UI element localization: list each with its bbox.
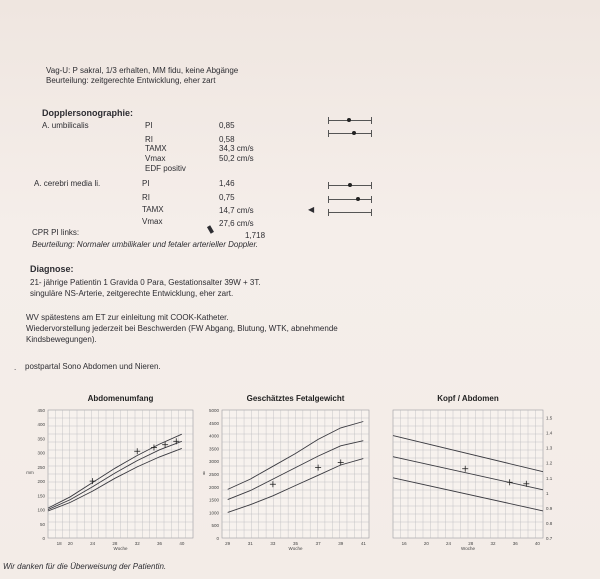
umb-ri-label: RI <box>145 135 153 144</box>
y-tick-label: 200 <box>37 479 45 485</box>
y-tick-label: 1.4 <box>546 430 553 436</box>
y-tick-label: 4000 <box>208 433 219 439</box>
chart-2 <box>203 394 369 550</box>
y-tick-label: 0.8 <box>546 520 553 526</box>
umb-ri-value: 0,58 <box>219 135 235 144</box>
y-tick-label: 150 <box>37 493 45 499</box>
y-tick-label: 1.3 <box>546 445 553 451</box>
chart-title: Kopf / Abdomen <box>437 394 499 403</box>
mca-tamx-range-indicator <box>328 207 372 217</box>
cerebri-label: A. cerebri media li. <box>34 179 101 188</box>
x-tick-label: 39 <box>338 541 344 546</box>
y-tick-label: 3500 <box>208 446 219 452</box>
diagnosis-heading: Diagnose: <box>30 264 74 274</box>
y-tick-label: 500 <box>211 523 219 529</box>
diagnosis-line-2: singuläre NS-Arterie, zeitgerechte Entwicklung, eher zart. <box>30 289 234 298</box>
y-tick-label: 5000 <box>208 408 219 413</box>
umb-vmax-label: Vmax <box>145 154 166 163</box>
y-axis-label: mm <box>26 470 34 475</box>
y-tick-label: 100 <box>37 507 45 513</box>
umb-tamx-value: 34,3 cm/s <box>219 144 254 153</box>
x-tick-label: 35 <box>292 541 299 546</box>
y-tick-label: 300 <box>37 450 45 456</box>
x-axis-label: Woche <box>288 546 303 550</box>
x-tick-label: 20 <box>67 541 73 546</box>
x-tick-label: 20 <box>423 541 429 546</box>
triangle-left-icon: ◀ <box>308 205 315 214</box>
x-tick-label: 41 <box>360 541 366 546</box>
mca-ri-range-indicator <box>328 194 372 204</box>
plan-line-1: WV spätestens am ET zur einleitung mit COOK-Katheter. <box>26 313 229 322</box>
mca-vmax-value: 27,6 cm/s <box>219 219 254 228</box>
x-tick-label: 16 <box>401 541 407 546</box>
mca-pi-label: PI <box>142 179 150 188</box>
cpr-label: CPR PI links: <box>32 228 80 237</box>
vag-assessment-line: Beurteilung: zeitgerechte Entwicklung, eher zart <box>46 76 216 85</box>
x-tick-label: 36 <box>157 541 163 546</box>
y-tick-label: 1000 <box>208 510 219 516</box>
mca-vmax-label: Vmax <box>142 217 163 226</box>
chart-1 <box>26 394 193 550</box>
x-tick-label: 28 <box>468 541 474 546</box>
y-tick-label: 1.5 <box>546 415 553 421</box>
chart-3 <box>393 394 553 550</box>
chart-title: Abdomenumfang <box>87 394 154 403</box>
x-tick-label: 36 <box>512 541 518 546</box>
x-tick-label: 28 <box>112 541 118 546</box>
x-tick-label: 40 <box>179 541 185 546</box>
umb-edf-label: EDF positiv <box>145 164 186 173</box>
mca-tamx-value: 14,7 cm/s <box>219 206 254 215</box>
doppler-heading: Dopplersonographie: <box>42 108 134 118</box>
mca-pi-range-indicator <box>328 180 372 190</box>
umbilicalis-label: A. umbilicalis <box>42 121 89 130</box>
umb-pi-label: PI <box>145 121 153 130</box>
y-tick-label: 0 <box>216 536 219 541</box>
diagnosis-line-1: 21- jährige Patientin 1 Gravida 0 Para, Gestationsalter 39W + 3T. <box>30 278 261 287</box>
umb-tamx-label: TAMX <box>145 144 167 153</box>
umb-pi-range-indicator <box>328 115 372 125</box>
pen-mark: ▮ <box>205 223 216 236</box>
plan-line-3: Kindsbewegungen). <box>26 335 97 344</box>
y-tick-label: 2500 <box>208 472 219 477</box>
y-tick-label: 1.1 <box>546 475 553 481</box>
x-tick-label: 37 <box>315 541 321 546</box>
x-tick-label: 31 <box>247 541 253 546</box>
postpartal-line: postpartal Sono Abdomen und Nieren. <box>25 362 161 371</box>
y-tick-label: 0.7 <box>546 536 553 541</box>
mca-tamx-label: TAMX <box>142 205 164 214</box>
y-tick-label: 350 <box>37 436 45 442</box>
y-tick-label: 1.2 <box>546 460 553 466</box>
umb-pi-value: 0,85 <box>219 121 235 130</box>
y-tick-label: 2000 <box>208 484 219 490</box>
mca-ri-value: 0,75 <box>219 193 235 202</box>
y-tick-label: 0 <box>42 536 45 541</box>
y-tick-label: 1500 <box>208 497 219 503</box>
umb-vmax-value: 50,2 cm/s <box>219 154 254 163</box>
x-axis-label: Woche <box>113 546 128 550</box>
vag-exam-line: Vag-U: P sakral, 1/3 erhalten, MM fidu, keine Abgänge <box>46 66 239 75</box>
umb-ri-range-indicator <box>328 128 372 138</box>
x-tick-label: 32 <box>490 541 496 546</box>
plan-line-2: Wiedervorstellung jederzeit bei Beschwerden (FW Abgang, Blutung, WTK, abnehmende <box>26 324 338 333</box>
x-tick-label: 24 <box>90 541 96 546</box>
y-tick-label: 450 <box>37 408 45 413</box>
y-tick-label: 0.9 <box>546 505 553 511</box>
y-tick-label: 4500 <box>208 420 219 426</box>
x-tick-label: 32 <box>134 541 140 546</box>
growth-charts <box>0 390 600 550</box>
y-tick-label: 50 <box>39 521 45 527</box>
y-tick-label: 3000 <box>208 459 219 465</box>
x-tick-label: 40 <box>534 541 540 546</box>
doppler-assessment: Beurteilung: Normaler umbilikaler und fetaler arterieller Doppler. <box>32 240 259 249</box>
cpr-value: 1,718 <box>245 231 266 240</box>
y-tick-label: 250 <box>37 464 45 470</box>
mca-ri-label: RI <box>142 193 150 202</box>
y-axis-label: g <box>202 470 206 475</box>
x-axis-label: Woche <box>461 546 475 550</box>
footer-thanks: Wir danken für die Überweisung der Patientin. <box>3 562 167 571</box>
x-tick-label: 29 <box>225 541 231 546</box>
x-tick-label: 24 <box>446 541 452 546</box>
mca-pi-value: 1,46 <box>219 179 235 188</box>
x-tick-label: 18 <box>56 541 62 546</box>
bullet-dot: . <box>14 363 17 372</box>
x-tick-label: 33 <box>270 541 276 546</box>
y-tick-label: 1 <box>546 490 549 496</box>
chart-title: Geschätztes Fetalgewicht <box>246 394 345 403</box>
y-tick-label: 400 <box>37 422 45 428</box>
